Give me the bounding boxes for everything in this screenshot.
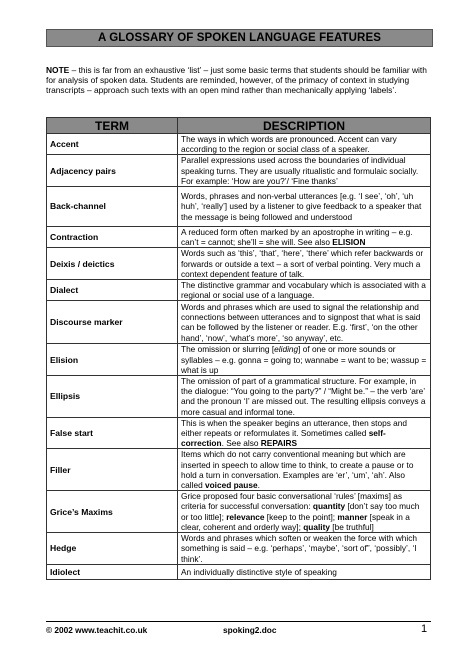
- description-cell: Parallel expressions used across the boundaries of individual speaking turns. They are usually ritualistic and formulaic socially. For example: ‘How are you?’/ ‘Fine thanks’: [178, 155, 431, 187]
- description-cell: Grice proposed four basic conversational ‘rules’ [maxims] as criteria for successful conversation: quantity [don’t say too much or too little]; relevance [keep to the point]; manner [speak in a clear, coherent and orderly way]; quality [be truthful]: [178, 491, 431, 533]
- term-cell: Ellipsis: [47, 376, 178, 418]
- footer-divider: [46, 621, 431, 622]
- table-row: [47, 227, 431, 248]
- intro-note: [46, 65, 431, 96]
- table-row: [47, 134, 431, 155]
- term-cell: False start: [47, 417, 178, 449]
- description-cell: The ways in which words are pronounced. Accent can vary according to the region or social class of a speaker.: [178, 134, 431, 155]
- table-row: [47, 280, 431, 301]
- description-cell: Words, phrases and non-verbal utterances [e.g. ‘I see’, ‘oh’, ‘uh huh’, ‘really’] used by a listener to give feedback to a speaker that the message is being followed and understood: [178, 187, 431, 227]
- description-cell: A reduced form often marked by an apostrophe in writing – e.g. can’t = cannot; she’ll = she will. See also ELISION: [178, 227, 431, 248]
- table-row: [47, 301, 431, 344]
- table-row: [47, 187, 431, 227]
- table-row: [47, 155, 431, 187]
- table-row: [47, 376, 431, 418]
- table-row: [47, 533, 431, 565]
- table-row: [47, 248, 431, 280]
- description-column-header: DESCRIPTION: [178, 118, 431, 134]
- table-row: [47, 417, 431, 449]
- glossary-table: [46, 117, 431, 580]
- description-cell: Words and phrases which are used to signal the relationship and connections between utterances and to signpost that what is said can be followed by the listener or reader. E.g. ‘first’, ‘on the other hand’, ‘now’, ‘what’s more’, ‘so anyway’, etc.: [178, 301, 431, 344]
- term-cell: Grice’s Maxims: [47, 491, 178, 533]
- term-cell: Discourse marker: [47, 301, 178, 344]
- table-row: [47, 449, 431, 491]
- term-column-header: TERM: [47, 118, 178, 134]
- term-cell: Accent: [47, 134, 178, 155]
- term-cell: Back-channel: [47, 187, 178, 227]
- description-cell: Words such as ‘this’, ‘that’, ‘here’, ‘there’ which refer backwards or forwards or outside a text – a sort of verbal pointing. Very much a context dependent feature of talk.: [178, 248, 431, 280]
- note-text: – this is far from an exhaustive ‘list’ – just some basic terms that students should be familiar with for analysis of spoken data. Students are reminded, however, of the primacy of context in studying transcripts – approach such texts with an open mind rather than mechanically applying ‘labels’.: [46, 65, 427, 96]
- description-cell: The omission of part of a grammatical structure. For example, in the dialogue: “You going to the party?” / “Might be.” – the verb ‘are’ and the pronoun ‘I’ are missed out. The resulting ellipsis conveys a more casual and informal tone.: [178, 376, 431, 418]
- term-cell: Adjacency pairs: [47, 155, 178, 187]
- page-number: 1: [421, 623, 428, 635]
- description-cell: The omission or slurring [eliding] of one or more sounds or syllables – e.g. gonna = going to; wannabe = want to be; wassup = what is up: [178, 344, 431, 376]
- description-cell: Words and phrases which soften or weaken the force with which something is said – e.g. ‘perhaps’, ‘maybe’, ‘sort of”, ‘possibly’, ‘I think’.: [178, 533, 431, 565]
- term-cell: Dialect: [47, 280, 178, 301]
- term-cell: Idiolect: [47, 564, 178, 579]
- table-row: [47, 344, 431, 376]
- table-header-row: [47, 118, 431, 134]
- page-title: A GLOSSARY OF SPOKEN LANGUAGE FEATURES: [46, 29, 433, 47]
- glossary-body: [47, 134, 431, 580]
- description-cell: An individually distinctive style of speaking: [178, 564, 431, 579]
- term-cell: Elision: [47, 344, 178, 376]
- footer-copyright: © 2002 www.teachit.co.uk: [46, 625, 148, 635]
- footer-filename: spoking2.doc: [223, 625, 277, 635]
- table-row: [47, 564, 431, 579]
- term-cell: Deixis / deictics: [47, 248, 178, 280]
- description-cell: The distinctive grammar and vocabulary which is associated with a regional or social use of a language.: [178, 280, 431, 301]
- table-row: [47, 491, 431, 533]
- description-cell: Items which do not carry conventional meaning but which are inserted in speech to allow time to think, to create a pause or to hold a turn in conversation. Examples are ‘er’, ‘um’, ‘ah’. Also called voiced pause.: [178, 449, 431, 491]
- description-cell: This is when the speaker begins an utterance, then stops and either repeats or reformulates it. Sometimes called self-correction. See also REPAIRS: [178, 417, 431, 449]
- note-label: NOTE: [46, 65, 70, 75]
- term-cell: Contraction: [47, 227, 178, 248]
- term-cell: Filler: [47, 449, 178, 491]
- term-cell: Hedge: [47, 533, 178, 565]
